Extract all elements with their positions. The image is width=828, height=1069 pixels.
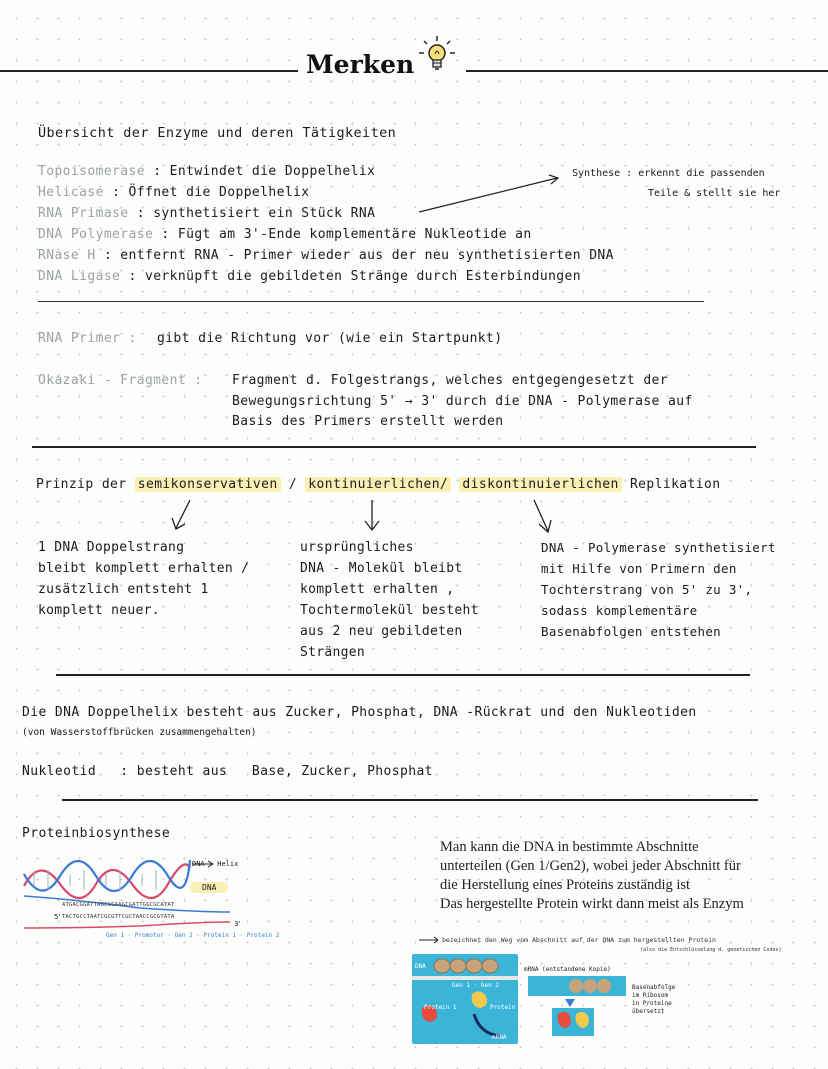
col-line: komplett neuer. [38, 603, 160, 618]
primer-desc: gibt die Richtung vor (wie ein Startpunkt) [156, 331, 503, 346]
arrow-icon [415, 172, 565, 216]
dna-strand-icon [412, 954, 518, 1044]
enzyme-term: RNA Primase [38, 206, 129, 221]
lightbulb-icon [416, 34, 460, 78]
dna-helix-diagram [20, 846, 280, 946]
enzyme-desc: : Öffnet die Doppelhelix [112, 185, 310, 200]
enzyme-desc: : Entwindet die Doppelhelix [153, 164, 376, 179]
prime-5: 5' [54, 913, 61, 921]
flow-caption: bezeichnet den Weg vom Abschnitt auf der DNA zum hergestellten Protein [442, 936, 716, 944]
enzyme-desc: : synthetisiert ein Stück RNA [136, 206, 376, 221]
col-line: 1 DNA Doppelstrang [38, 540, 185, 555]
okazaki-line1: Fragment d. Folgestrangs, welches entgegengesetzt der [232, 373, 669, 388]
principle-term-kontinuierlich: kontinuierlichen/ [305, 477, 451, 492]
col-line: Strängen [300, 645, 366, 660]
principle-col-semikonservativ [38, 537, 278, 621]
nucleotide-desc: : besteht aus Base, Zucker, Phosphat [120, 764, 433, 779]
enzyme-desc: : Fügt am 3'-Ende komplementäre Nukleotide an [161, 227, 532, 242]
enzyme-desc: : entfernt RNA - Primer wieder aus der neu synthetisierten DNA [103, 248, 614, 263]
protein-text-line4: Das hergestellte Protein wirkt dann meist als Enzym [440, 896, 744, 912]
enzyme-row-topoisomerase [38, 164, 375, 179]
header-rule-right [466, 70, 828, 72]
okazaki-line2: Bewegungsrichtung 5' → 3' durch die DNA - Polymerase auf [232, 394, 693, 409]
enzyme-row-rna-primase [38, 206, 375, 221]
protein-result [552, 1008, 594, 1036]
arrow-down-icon [168, 498, 196, 534]
principle-suffix: Replikation [629, 477, 721, 492]
col-line: aus 2 neu gebildeten [300, 624, 463, 639]
flow-caption2: (also die Entschlüsselung d. genetischen Codes) [640, 947, 782, 953]
fig-dna-label: DNA [415, 963, 426, 970]
col-line: mit Hilfe von Primern den [541, 561, 737, 576]
fig-mrna-label: mRNA [492, 1034, 507, 1041]
prime-3: 3' [234, 920, 241, 928]
side-note-line2: Teile & stellt sie her [648, 188, 781, 199]
primer-row [38, 331, 503, 346]
enzyme-row-rnase-h [38, 248, 614, 263]
arrow-down-icon [530, 498, 558, 536]
protein-synthesis-figure [412, 954, 518, 1044]
col-line: zusätzlich entsteht 1 [38, 582, 209, 597]
protein-text-line3: die Herstellung eines Proteins zuständig ist [440, 877, 691, 893]
enzyme-row-dna-polymerase [38, 227, 532, 242]
enzyme-row-helicase [38, 185, 310, 200]
fig-protein1-label: Protein 1 [424, 1004, 457, 1011]
protein-heading: Proteinbiosynthese [22, 826, 171, 841]
side-note-line1: Synthese : erkennt die passenden [572, 168, 765, 179]
divider [32, 446, 756, 448]
overview-heading: Übersicht der Enzyme und deren Tätigkeiten [38, 125, 397, 141]
fig-protein2-label: Protein 2 [490, 1004, 523, 1011]
nucleotide-term: Nukleotid [22, 764, 97, 779]
principle-term-diskontinuierlich: diskontinuierlichen [459, 477, 621, 492]
gene-labels: Gen 1 · Promotor · Gen 2 · Protein 1 · Protein 2 [106, 932, 280, 939]
col-line: sodass komplementäre [541, 603, 698, 618]
divider [56, 674, 750, 676]
okazaki-line3: Basis des Primers erstellt werden [232, 414, 504, 429]
dna-label-text: DNA [202, 883, 217, 892]
dna-helix-label: DNA - Helix [192, 860, 239, 868]
okazaki-term: Okazaki - Fragment : [38, 373, 203, 388]
enzyme-term: RNase H [38, 248, 96, 263]
protein-text-line2: unterteilen (Gen 1/Gen2), wobei jeder Abschnitt für [440, 858, 741, 874]
enzyme-term: DNA Ligase [38, 269, 121, 284]
mrna-label: mRNA (entstandene Kopie) [524, 966, 611, 973]
col-line: DNA - Molekül bleibt [300, 561, 463, 576]
col-line: ursprüngliches [300, 540, 414, 555]
fig-gene-labels: Gen 1 · Gen 2 [452, 982, 499, 989]
enzyme-term: Helicase [38, 185, 104, 200]
col-line: DNA - Polymerase synthetisiert [541, 540, 776, 555]
ribosome-note-line3: in Proteine [632, 1000, 672, 1007]
col-line: bleibt komplett erhalten / [38, 561, 250, 576]
arrow-down-icon [564, 998, 576, 1008]
protein-icon [552, 1008, 594, 1036]
primer-term: RNA Primer : [38, 331, 137, 346]
nucleotide-row [22, 764, 433, 779]
principle-term-semikonservativ: semikonservativen [135, 477, 281, 492]
principle-prefix: Prinzip der [36, 477, 127, 492]
principle-col-diskontinuierlich [541, 537, 826, 642]
principle-heading [36, 477, 720, 492]
helix-line1: Die DNA Doppelhelix besteht aus Zucker, Phosphat, DNA -Rückrat und den Nukleotiden [22, 705, 697, 720]
ribosome-note-line4: übersetzt [632, 1008, 665, 1015]
divider [38, 301, 704, 302]
ribosome-note-line2: im Ribosom [632, 992, 669, 999]
helix-line2: (von Wasserstoffbrücken zusammengehalten) [22, 727, 257, 738]
divider [62, 799, 758, 801]
principle-sep: / [288, 477, 298, 492]
col-line: Tochterstrang von 5' zu 3', [541, 582, 753, 597]
mrna-strip [528, 976, 626, 996]
col-line: komplett erhalten , [300, 582, 455, 597]
enzyme-term: DNA Polymerase [38, 227, 154, 242]
enzyme-term: Topoisomerase [38, 164, 145, 179]
dna-label [190, 882, 228, 893]
page-title: Merken [302, 50, 418, 79]
protein-text-line1: Man kann die DNA in bestimmte Abschnitte [440, 839, 699, 855]
arrow-down-icon [360, 498, 384, 534]
col-line: Tochtermolekül besteht [300, 603, 479, 618]
principle-col-kontinuierlich [300, 537, 520, 663]
ribosome-icon [528, 976, 626, 996]
col-line: Basenabfolgen entstehen [541, 624, 721, 639]
enzyme-desc: : verknüpft die gebildeten Stränge durch Esterbindungen [128, 269, 581, 284]
ribosome-note-line1: Basenabfolge [632, 984, 676, 991]
arrow-icon [418, 935, 440, 945]
seq-bottom: TACTGCCTAATCGCGTTCGCTAACCGCGTATA [62, 914, 175, 920]
header-rule-left [0, 70, 298, 72]
enzyme-row-dna-ligase [38, 269, 581, 284]
seq-top: ATGACGGATTAGCGCAAGCGATTGGCGCATAT [62, 902, 175, 908]
